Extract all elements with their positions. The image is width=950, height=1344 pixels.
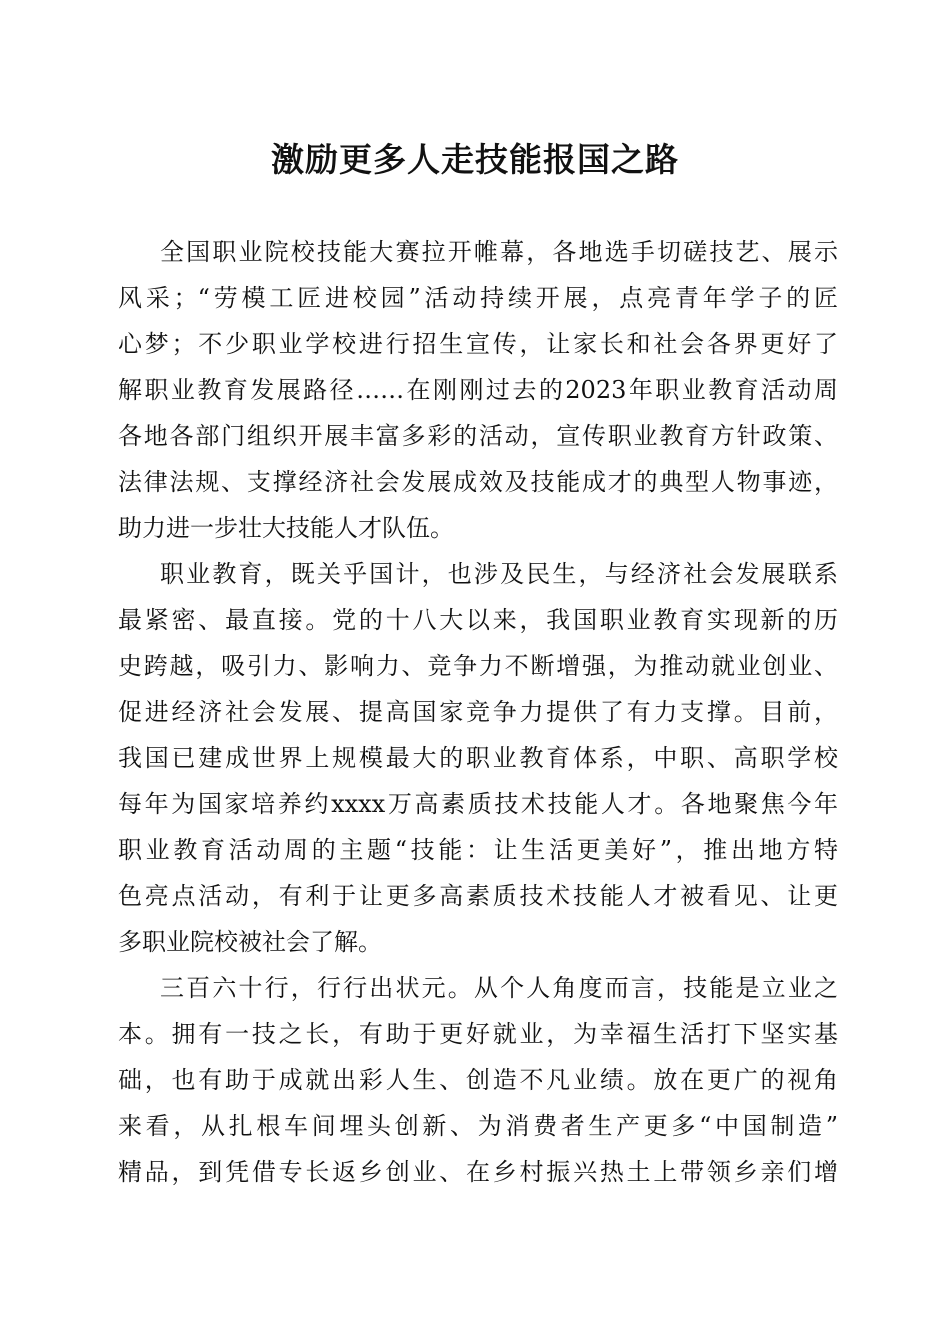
paragraph-3-line-1: 三百六十行，行行出状元。从个人角度而言，技能是立业之: [160, 974, 838, 1002]
paragraph-1-line-3: 心梦；不少职业学校进行招生宣传，让家长和社会各界更好了: [118, 330, 838, 358]
paragraph-3-line-5: 精品，到凭借专长返乡创业、在乡村振兴热土上带领乡亲们增: [118, 1158, 838, 1186]
paragraph-2-line-2: 最紧密、最直接。党的十八大以来，我国职业教育实现新的历: [118, 606, 838, 634]
paragraph-1-line-7: 助力进一步壮大技能人才队伍。: [118, 514, 454, 542]
paragraph-3-line-2: 本。拥有一技之长，有助于更好就业，为幸福生活打下坚实基: [118, 1020, 838, 1048]
paragraph-3-line-4: 来看，从扎根车间埋头创新、为消费者生产更多“中国制造”: [118, 1112, 838, 1140]
paragraph-2-line-5: 我国已建成世界上规模最大的职业教育体系，中职、高职学校: [118, 744, 838, 772]
paragraph-1-line-6: 法律法规、支撑经济社会发展成效及技能成才的典型人物事迹，: [118, 468, 838, 496]
paragraph-1-line-1: 全国职业院校技能大赛拉开帷幕，各地选手切磋技艺、展示: [160, 238, 838, 266]
paragraph-1-line-5: 各地各部门组织开展丰富多彩的活动，宣传职业教育方针政策、: [118, 422, 838, 450]
paragraph-2-line-6: 每年为国家培养约xxxx万高素质技术技能人才。各地聚焦今年: [118, 790, 838, 818]
paragraph-2-line-9: 多职业院校被社会了解。: [118, 928, 382, 956]
paragraph-2-line-4: 促进经济社会发展、提高国家竞争力提供了有力支撑。目前，: [118, 698, 838, 726]
paragraph-2-line-7: 职业教育活动周的主题“技能：让生活更美好”，推出地方特: [118, 836, 838, 864]
paragraph-2-line-1: 职业教育，既关乎国计，也涉及民生，与经济社会发展联系: [160, 560, 838, 588]
paragraph-2-line-3: 史跨越，吸引力、影响力、竞争力不断增强，为推动就业创业、: [118, 652, 838, 680]
document-title: 激励更多人走技能报国之路: [271, 140, 679, 179]
paragraph-2-line-8: 色亮点活动，有利于让更多高素质技术技能人才被看见、让更: [118, 882, 838, 910]
paragraph-1-line-4: 解职业教育发展路径……在刚刚过去的2023年职业教育活动周: [118, 376, 838, 404]
paragraph-1-line-2: 风采；“劳模工匠进校园”活动持续开展，点亮青年学子的匠: [118, 284, 838, 312]
paragraph-3-line-3: 础，也有助于成就出彩人生、创造不凡业绩。放在更广的视角: [118, 1066, 838, 1094]
